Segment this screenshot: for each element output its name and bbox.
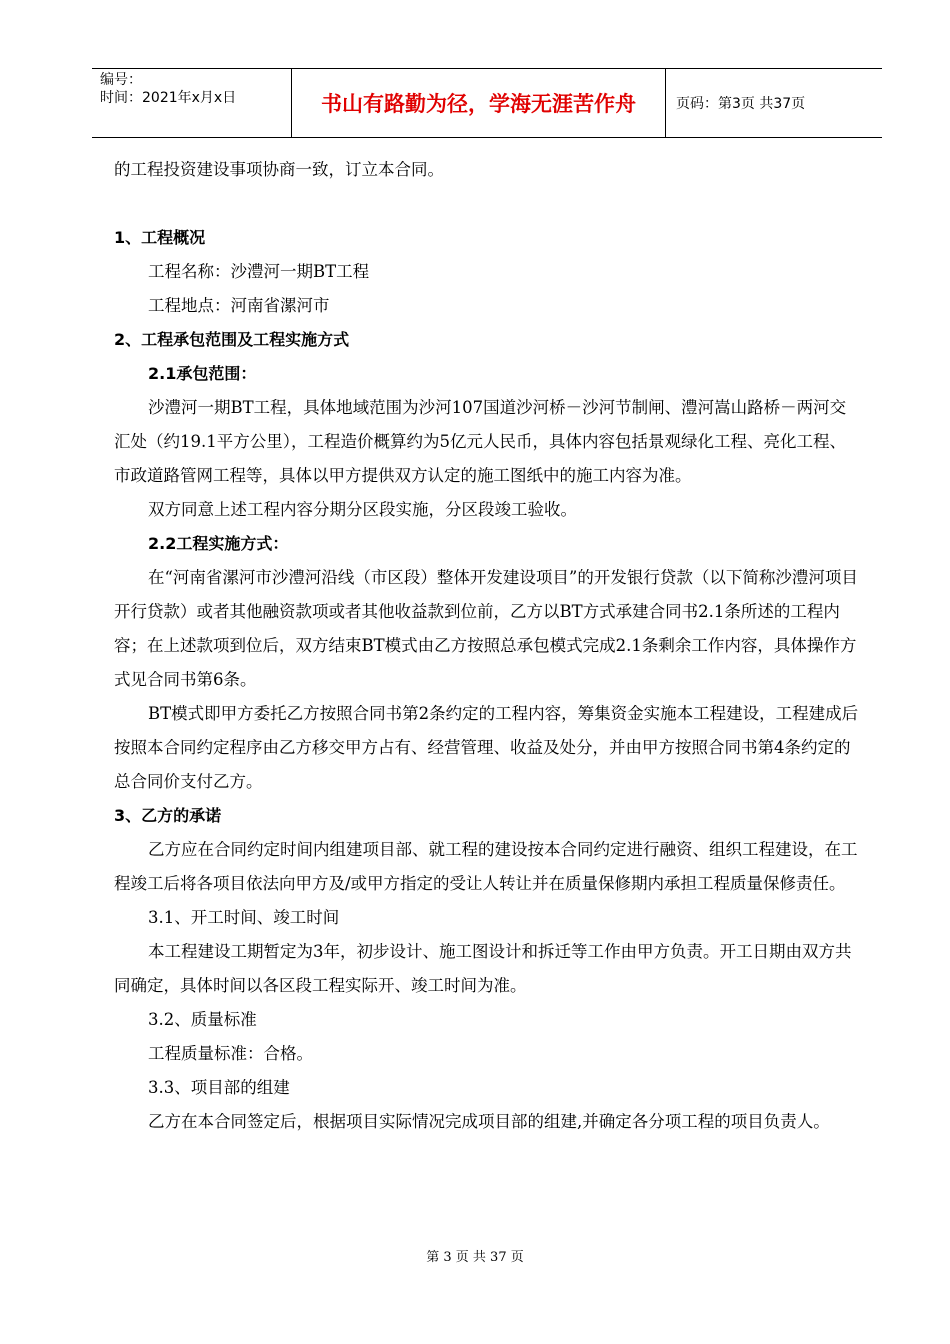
section-heading: 2、工程承包范围及工程实施方式 bbox=[114, 330, 350, 349]
subsection-heading: 2.1承包范围： bbox=[148, 364, 257, 383]
paragraph: 工程质量标准：合格。 bbox=[148, 1044, 313, 1063]
paragraph: 乙方在本合同签定后，根据项目实际情况完成项目部的组建,并确定各分项工程的项目负责人。 bbox=[148, 1112, 830, 1131]
header-meta bbox=[92, 69, 292, 137]
page-header bbox=[92, 68, 882, 138]
spacer bbox=[114, 187, 860, 221]
subsection-heading: 2.2工程实施方式： bbox=[148, 534, 289, 553]
paragraph: 双方同意上述工程内容分期分区段实施，分区段竣工验收。 bbox=[148, 500, 577, 519]
paragraph: 沙澧河一期BT工程，具体地域范围为沙河107国道沙河桥－沙河节制闸、澧河嵩山路桥－两河交汇处（约19.1平方公里），工程造价概算约为5亿元人民币，具体内容包括景观绿化工程、亮化工程、市政道路管网工程等，具体以甲方提供双方认定的施工图纸中的施工内容为准。 bbox=[114, 398, 847, 485]
paragraph: 乙方应在合同约定时间内组建项目部、就工程的建设按本合同约定进行融资、组织工程建设，在工程竣工后将各项目依法向甲方及/或甲方指定的受让人转让并在质量保修期内承担工程质量保修责任。 bbox=[114, 840, 858, 893]
paragraph: 在“河南省漯河市沙澧河沿线（市区段）整体开发建设项目”的开发银行贷款（以下简称沙澧河项目开行贷款）或者其他融资款项或者其他收益款到位前，乙方以BT方式承建合同书2.1条所述的工程内容；在上述款项到位后，双方结束BT模式由乙方按照总承包模式完成2.1条剩余工作内容，具体操作方式见合同书第6条。 bbox=[114, 568, 858, 689]
paragraph: 本工程建设工期暂定为3年，初步设计、施工图设计和拆迁等工作由甲方负责。开工日期由双方共同确定，具体时间以各区段工程实际开、竣工时间为准。 bbox=[114, 942, 852, 995]
paragraph: 工程名称：沙澧河一期BT工程 bbox=[148, 262, 370, 281]
header-motto: 书山有路勤为径，学海无涯苦作舟 bbox=[292, 69, 666, 137]
paragraph: 工程地点：河南省漯河市 bbox=[148, 296, 330, 315]
page-footer: 第 3 页 共 37 页 bbox=[426, 1250, 524, 1265]
time-label: 时间：2021年x月x日 bbox=[100, 90, 237, 106]
section-heading: 3、乙方的承诺 bbox=[114, 806, 222, 825]
document-body bbox=[114, 153, 860, 1139]
paragraph: 3.1、开工时间、竣工时间 bbox=[148, 908, 340, 927]
paragraph: BT模式即甲方委托乙方按照合同书第2条约定的工程内容，筹集资金实施本工程建设，工程建成后按照本合同约定程序由乙方移交甲方占有、经营管理、收益及处分，并由甲方按照合同书第4条约定的总合同价支付乙方。 bbox=[114, 704, 859, 791]
header-page-info: 页码：第3页 共37页 bbox=[676, 96, 806, 112]
paragraph: 的工程投资建设事项协商一致，订立本合同。 bbox=[114, 160, 444, 179]
paragraph: 3.2、质量标准 bbox=[148, 1010, 257, 1029]
section-heading: 1、工程概况 bbox=[114, 228, 206, 247]
paragraph: 3.3、项目部的组建 bbox=[148, 1078, 290, 1097]
number-label: 编号： bbox=[100, 72, 142, 88]
